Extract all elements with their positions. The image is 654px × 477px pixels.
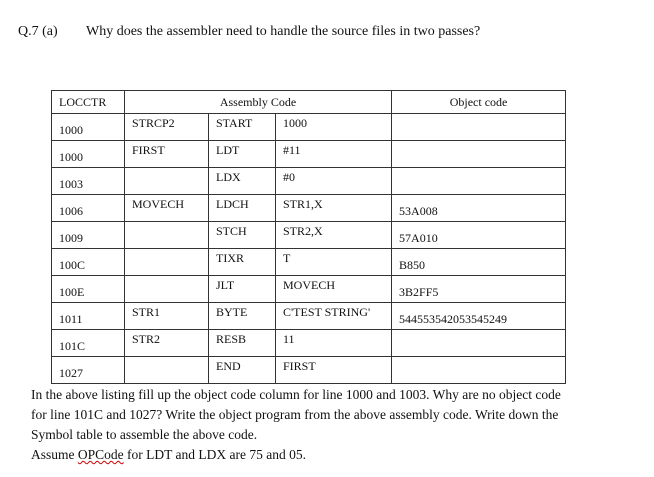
cell-operand: 1000 — [276, 114, 392, 141]
cell-locctr: 101C — [52, 330, 125, 357]
cell-locctr: 100E — [52, 276, 125, 303]
cell-opcode: LDT — [209, 141, 276, 168]
cell-opcode: LDCH — [209, 195, 276, 222]
cell-opcode: BYTE — [209, 303, 276, 330]
table-row — [52, 330, 566, 357]
cell-label: STRCP2 — [125, 114, 209, 141]
table-row — [52, 114, 566, 141]
cell-opcode: END — [209, 357, 276, 384]
cell-object-code — [392, 330, 566, 357]
instructions-line-4-prefix: Assume — [31, 447, 78, 462]
cell-operand: FIRST — [276, 357, 392, 384]
header-object-code: Object code — [392, 91, 566, 114]
cell-opcode: STCH — [209, 222, 276, 249]
table-row — [52, 249, 566, 276]
table-row — [52, 357, 566, 384]
table-row — [52, 168, 566, 195]
table-body — [52, 114, 566, 384]
cell-opcode: TIXR — [209, 249, 276, 276]
cell-object-code: 3B2FF5 — [392, 276, 566, 303]
cell-object-code — [392, 141, 566, 168]
table-row — [52, 195, 566, 222]
cell-operand: STR2,X — [276, 222, 392, 249]
cell-opcode: START — [209, 114, 276, 141]
header-locctr: LOCCTR — [52, 91, 125, 114]
instructions-block — [31, 385, 631, 465]
cell-locctr: 100C — [52, 249, 125, 276]
table-header-row — [52, 91, 566, 114]
cell-locctr: 1000 — [52, 114, 125, 141]
assembly-listing-table — [51, 90, 566, 384]
instructions-line-1: In the above listing fill up the object code column for line 1000 and 1003. Why are no object code — [31, 387, 561, 402]
question-number: Q.7 (a) — [18, 24, 58, 39]
table-row — [52, 276, 566, 303]
cell-operand: MOVECH — [276, 276, 392, 303]
cell-label — [125, 357, 209, 384]
cell-object-code: 57A010 — [392, 222, 566, 249]
header-assembly-code: Assembly Code — [125, 91, 392, 114]
cell-locctr: 1027 — [52, 357, 125, 384]
instructions-line-4-suffix: for LDT and LDX are 75 and 05. — [123, 447, 306, 462]
table-row — [52, 303, 566, 330]
cell-label: STR2 — [125, 330, 209, 357]
cell-object-code — [392, 168, 566, 195]
cell-label — [125, 222, 209, 249]
cell-locctr: 1006 — [52, 195, 125, 222]
cell-locctr: 1011 — [52, 303, 125, 330]
cell-operand: STR1,X — [276, 195, 392, 222]
instructions-line-2: for line 101C and 1027? Write the object program from the above assembly code. Write down the — [31, 407, 559, 422]
cell-operand: C'TEST STRING' — [276, 303, 392, 330]
instructions-line-4 — [31, 445, 631, 465]
question-heading — [18, 24, 480, 40]
instructions-line-3: Symbol table to assemble the above code. — [31, 427, 258, 442]
cell-operand: T — [276, 249, 392, 276]
cell-label: STR1 — [125, 303, 209, 330]
cell-locctr: 1009 — [52, 222, 125, 249]
cell-operand: 11 — [276, 330, 392, 357]
cell-label — [125, 276, 209, 303]
cell-label — [125, 249, 209, 276]
cell-locctr: 1000 — [52, 141, 125, 168]
cell-label: MOVECH — [125, 195, 209, 222]
cell-locctr: 1003 — [52, 168, 125, 195]
cell-label — [125, 168, 209, 195]
cell-operand: #11 — [276, 141, 392, 168]
cell-object-code — [392, 114, 566, 141]
question-text: Why does the assembler need to handle the source files in two passes? — [86, 24, 481, 39]
table-row — [52, 141, 566, 168]
table-row — [52, 222, 566, 249]
opcode-word: OPCode — [77, 447, 124, 462]
cell-operand: #0 — [276, 168, 392, 195]
cell-object-code — [392, 357, 566, 384]
cell-opcode: RESB — [209, 330, 276, 357]
cell-opcode: LDX — [209, 168, 276, 195]
cell-object-code: B850 — [392, 249, 566, 276]
cell-object-code: 53A008 — [392, 195, 566, 222]
cell-label: FIRST — [125, 141, 209, 168]
cell-opcode: JLT — [209, 276, 276, 303]
cell-object-code: 544553542053545249 — [392, 303, 566, 330]
